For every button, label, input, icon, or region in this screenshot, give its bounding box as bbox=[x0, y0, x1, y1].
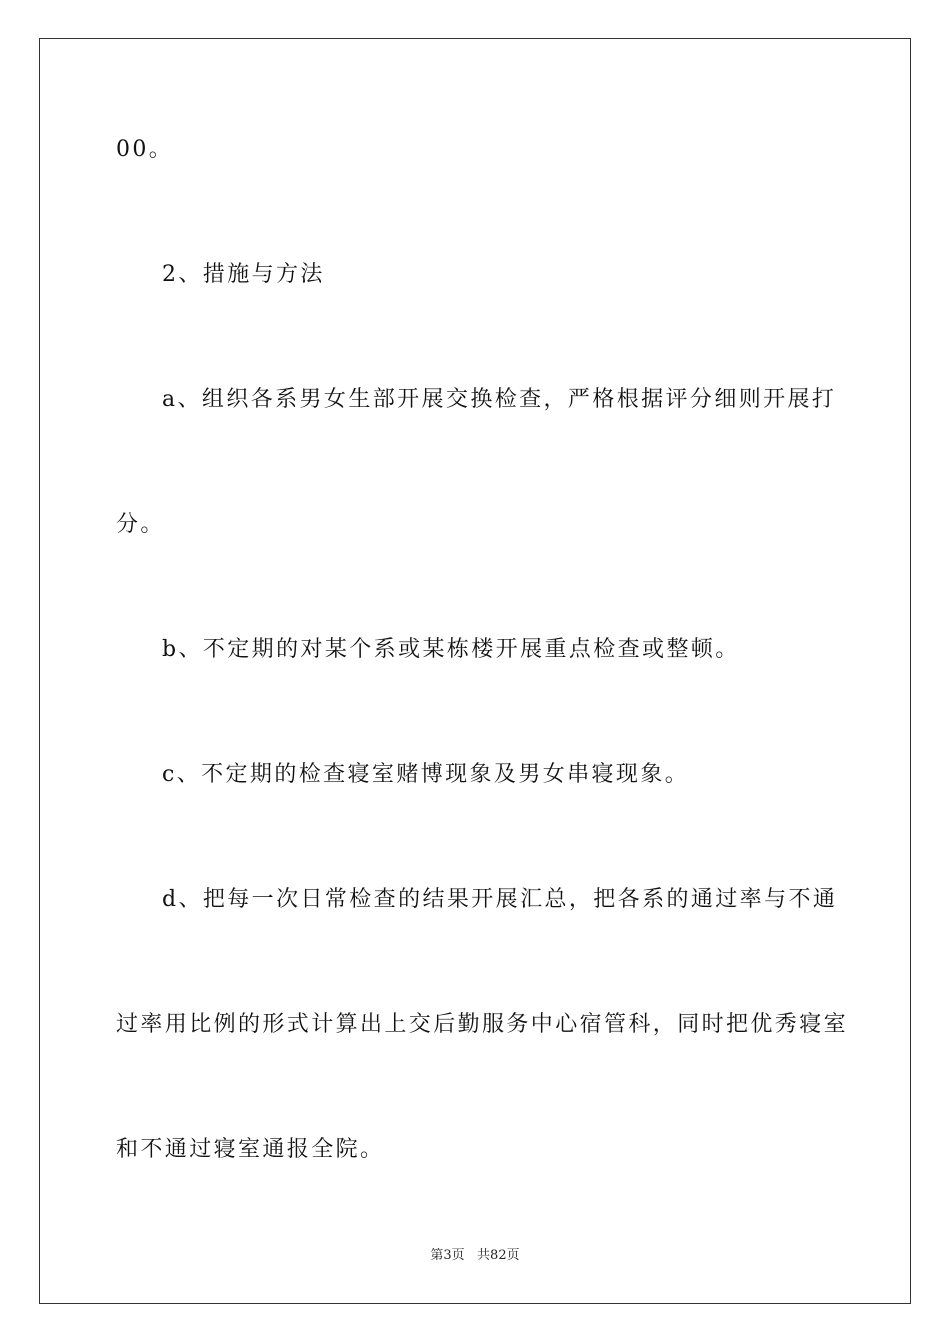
body-text-line: 00。 bbox=[116, 137, 174, 162]
body-text-line: 和不通过寝室通报全院。 bbox=[116, 1137, 385, 1162]
section-heading: 2、措施与方法 bbox=[162, 262, 325, 287]
page-number-footer: 第3页 共82页 bbox=[430, 1248, 520, 1263]
body-text-line: 过率用比例的形式计算出上交后勤服务中心宿管科，同时把优秀寝室 bbox=[116, 1012, 849, 1037]
body-text-line: b、不定期的对某个系或某栋楼开展重点检查或整顿。 bbox=[162, 637, 740, 662]
body-text-line: d、把每一次日常检查的结果开展汇总，把各系的通过率与不通 bbox=[162, 887, 838, 912]
page-border bbox=[39, 38, 911, 1304]
body-text-line: a、组织各系男女生部开展交换检查，严格根据评分细则开展打 bbox=[162, 387, 837, 412]
body-text-line: 分。 bbox=[116, 512, 165, 537]
body-text-line: c、不定期的检查寝室赌博现象及男女串寝现象。 bbox=[162, 762, 690, 787]
